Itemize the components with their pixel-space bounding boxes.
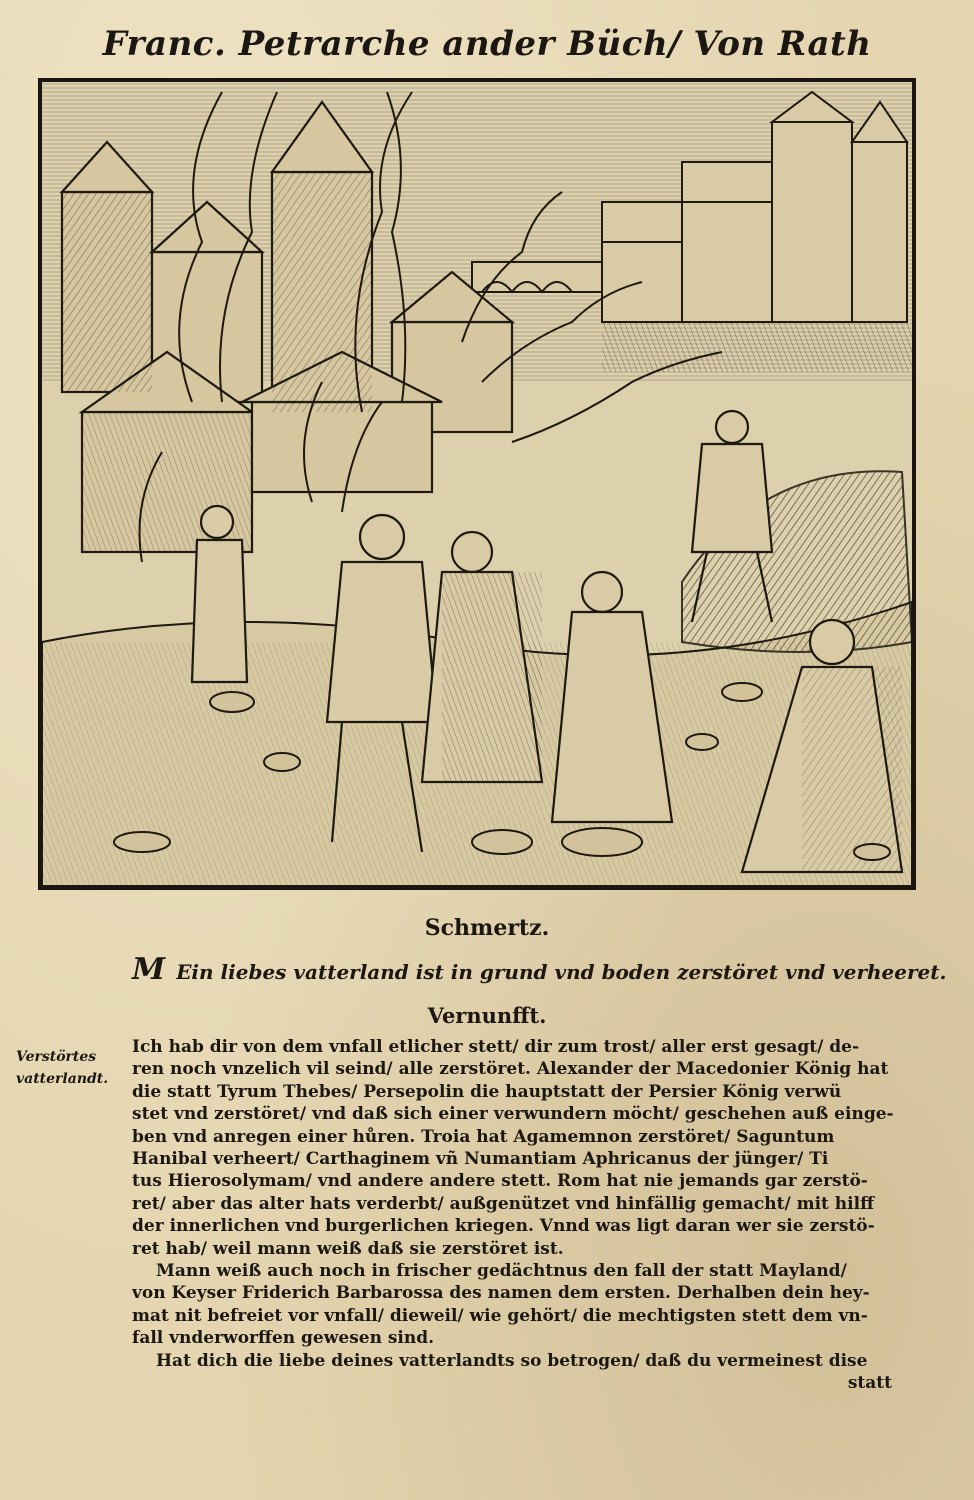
- text-line: mat nit befreiet vor vnfall/ dieweil/ wie gehört/ die mechtigsten stett dem vn-: [132, 1305, 868, 1326]
- text-line: ret hab/ weil mann weiß daß sie zerstöret ist.: [132, 1238, 564, 1259]
- text-line: Hanibal verheert/ Carthaginem vñ Numantiam Aphricanus der jünger/ Ti: [132, 1149, 829, 1170]
- page-header: Franc. Petrarche ander Büch/ Von Rath: [102, 24, 872, 64]
- marginal-note-line: vatterlandt.: [16, 1071, 109, 1087]
- caption-title: Schmertz.: [424, 915, 550, 941]
- burning-city-woodcut: [38, 78, 916, 890]
- text-line: ren noch vnzelich vil seind/ alle zerstöret. Alexander der Macedonier König hat: [132, 1059, 889, 1080]
- text-line: von Keyser Friderich Barbarossa des namen dem ersten. Derhalben dein hey-: [132, 1283, 870, 1304]
- caption-line: [132, 952, 947, 987]
- marginal-note: [16, 1046, 136, 1090]
- text-line: ben vnd anregen einer hůren. Troia hat Agamemnon zerstöret/ Saguntum: [132, 1126, 835, 1147]
- marginal-note-line: Verstörtes: [16, 1049, 97, 1065]
- text-line: Mann weiß auch noch in frischer gedächtnus den fall der statt Mayland/: [156, 1261, 847, 1282]
- section-title: Vernunfft.: [427, 1003, 547, 1028]
- text-line: fall vnderworffen gewesen sind.: [132, 1328, 435, 1349]
- text-line: der innerlichen vnd burgerlichen kriegen. Vnnd was ligt daran wer sie zerstö-: [132, 1216, 875, 1237]
- text-line: Ich hab dir von dem vnfall etlicher stett/ dir zum trost/ aller erst gesagt/ de-: [132, 1037, 860, 1057]
- text-line: tus Hierosolymam/ vnd andere andere stett. Rom hat nie jemands gar zerstö-: [132, 1171, 868, 1192]
- text-line: ret/ aber das alter hats verderbt/ außgenützet vnd hinfällig gemacht/ mit hilff: [132, 1193, 875, 1214]
- woodcut-illustration: [42, 82, 912, 886]
- text-line: statt: [847, 1373, 892, 1394]
- text-line: die statt Tyrum Thebes/ Persepolin die hauptstatt der Persier König verwü: [132, 1081, 842, 1102]
- text-line: Hat dich die liebe deines vatterlandts so betrogen/ daß du vermeinest dise: [156, 1350, 868, 1371]
- text-line: stet vnd zerstöret/ vnd daß sich einer verwundern möcht/ geschehen auß einge-: [132, 1104, 894, 1125]
- body-text: [132, 1036, 932, 1395]
- caption-text: Ein liebes vatterland ist in grund vnd boden zerstöret vnd verheeret.: [176, 960, 947, 984]
- drop-cap: M: [132, 952, 166, 987]
